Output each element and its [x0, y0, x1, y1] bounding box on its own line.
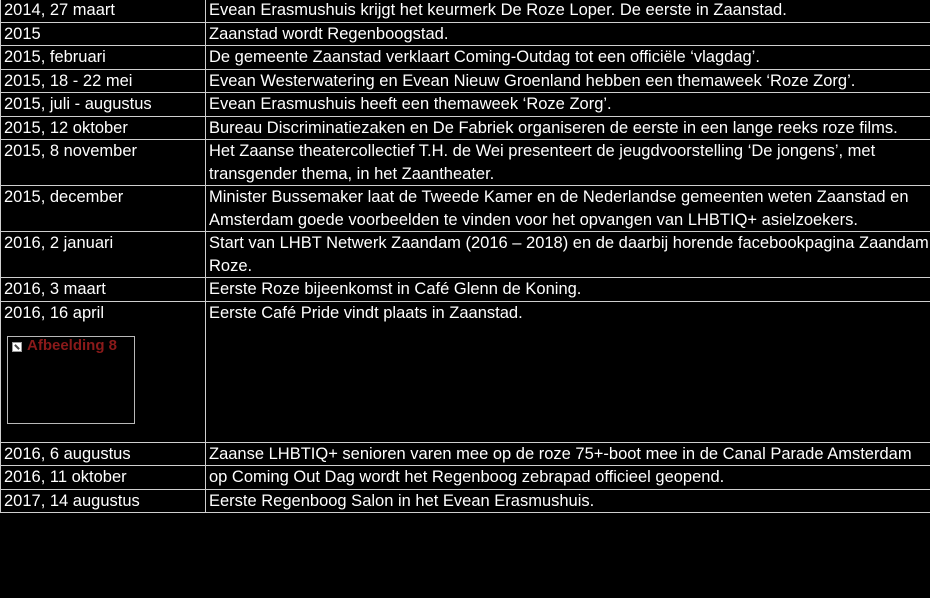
- event-cell: Evean Erasmushuis krijgt het keurmerk De Roze Loper. De eerste in Zaanstad.: [206, 0, 930, 22]
- table-row: [1, 186, 930, 232]
- event-cell: Evean Westerwatering en Evean Nieuw Groenland hebben een themaweek ‘Roze Zorg’.: [206, 69, 930, 93]
- table-row: [1, 22, 930, 46]
- date-cell: 2014, 27 maart: [1, 0, 206, 22]
- table-row: [1, 69, 930, 93]
- event-cell: Eerste Regenboog Salon in het Evean Erasmushuis.: [206, 489, 930, 513]
- event-cell: Start van LHBT Netwerk Zaandam (2016 – 2018) en de daarbij horende facebookpagina Zaandam Roze.: [206, 232, 930, 278]
- table-row: [1, 140, 930, 186]
- date-cell: 2017, 14 augustus: [1, 489, 206, 513]
- table-row: [1, 278, 930, 302]
- event-cell: Zaanse LHBTIQ+ senioren varen mee op de roze 75+-boot mee in de Canal Parade Amsterdam: [206, 442, 930, 466]
- event-cell: Eerste Café Pride vindt plaats in Zaanstad.: [206, 301, 930, 442]
- image-placeholder: [7, 336, 135, 424]
- date-cell-with-image: [1, 301, 206, 442]
- event-cell: Eerste Roze bijeenkomst in Café Glenn de Koning.: [206, 278, 930, 302]
- table-row: [1, 0, 930, 22]
- date-cell: 2015, 12 oktober: [1, 116, 206, 140]
- event-cell: Bureau Discriminatiezaken en De Fabriek organiseren de eerste in een lange reeks roze films.: [206, 116, 930, 140]
- event-cell: De gemeente Zaanstad verklaart Coming-Outdag tot een officiële ‘vlagdag’.: [206, 46, 930, 70]
- table-row: [1, 466, 930, 490]
- table-row: [1, 93, 930, 117]
- table-row: [1, 301, 930, 442]
- image-alt-text: Afbeelding 8: [27, 337, 118, 354]
- date-cell: 2015, juli - augustus: [1, 93, 206, 117]
- table-row: [1, 232, 930, 278]
- date-cell: 2015, 18 - 22 mei: [1, 69, 206, 93]
- date-cell: 2015, februari: [1, 46, 206, 70]
- date-cell: 2016, 2 januari: [1, 232, 206, 278]
- date-cell: 2015, december: [1, 186, 206, 232]
- date-cell: 2015, 8 november: [1, 140, 206, 186]
- event-cell: op Coming Out Dag wordt het Regenboog zebrapad officieel geopend.: [206, 466, 930, 490]
- event-cell: Het Zaanse theatercollectief T.H. de Wei presenteert de jeugdvoorstelling ‘De jongens’, met transgender thema, in het Zaantheater.: [206, 140, 930, 186]
- event-cell: Evean Erasmushuis heeft een themaweek ‘Roze Zorg’.: [206, 93, 930, 117]
- table-row: [1, 442, 930, 466]
- event-cell: Zaanstad wordt Regenboogstad.: [206, 22, 930, 46]
- broken-image-icon: [12, 342, 22, 352]
- date-cell: 2016, 6 augustus: [1, 442, 206, 466]
- date-cell: 2016, 3 maart: [1, 278, 206, 302]
- date-cell: 2015: [1, 22, 206, 46]
- table-row: [1, 46, 930, 70]
- table-row: [1, 489, 930, 513]
- date-cell: 2016, 11 oktober: [1, 466, 206, 490]
- event-cell: Minister Bussemaker laat de Tweede Kamer en de Nederlandse gemeenten weten Zaanstad en Amsterdam goede voorbeelden te vinden voor het opvangen van LHBTIQ+ asielzoekers.: [206, 186, 930, 232]
- date-label: 2016, 16 april: [4, 303, 104, 322]
- table-row: [1, 116, 930, 140]
